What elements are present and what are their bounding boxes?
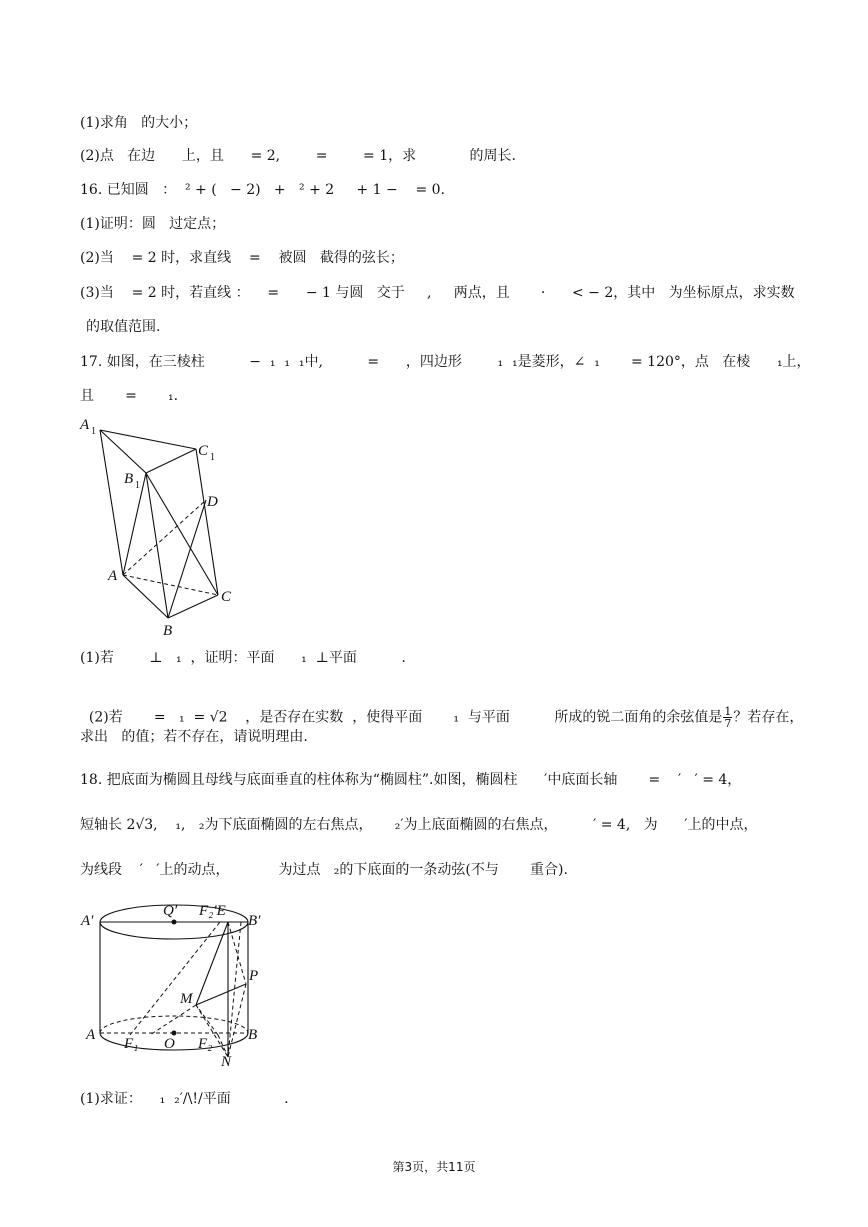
label-n: N [221, 1054, 232, 1070]
label-a1: A [80, 417, 90, 433]
label-b: B [163, 623, 173, 639]
text-line: 短轴长 2√3, ₁, ₂为下底面椭圆的左右焦点， ₂′为上底面椭圆的右焦点， ′ = 4, 为 ′上的中点， [80, 817, 758, 833]
label-c: C [221, 589, 232, 605]
text-segment: ？若存在， [733, 709, 804, 726]
text-line [80, 686, 803, 729]
text-line: 为线段 ′ ′上的动点， 为过点 ₂的下底面的一条动弦(不与 重合). [80, 862, 568, 878]
label-b-prime: B′ [248, 913, 261, 929]
triangular-prism-figure [78, 415, 248, 640]
text-line: (1)求证： ₁ ₂′/\!/平面 . [80, 1091, 289, 1107]
text-line: 求出 的值；若不存在，请说明理由. [80, 729, 308, 745]
page-footer: 第3页，共11页 [392, 1160, 476, 1174]
label-a-prime: A′ [81, 913, 94, 929]
label-f1: F₁ [124, 1036, 139, 1052]
text-line: 的取值范围. [86, 319, 161, 335]
label-q-prime: Q′ [163, 903, 178, 919]
elliptic-cylinder-figure [78, 895, 278, 1070]
label-c1: C [198, 443, 209, 459]
label-m: M [180, 991, 193, 1007]
label-sub: 1 [135, 480, 140, 491]
text-line: (1)证明：圆 过定点； [80, 216, 226, 232]
text-line: 且 = ₁. [80, 388, 179, 404]
text-line: 18. 把底面为椭圆且母线与底面垂直的柱体称为“椭圆柱”.如图，椭圆柱 ′中底面长轴 = ′ ′ = 4， [80, 772, 742, 788]
label-b: B [248, 1027, 258, 1043]
fraction-numerator: 1 [724, 705, 732, 718]
label-b1: B [124, 471, 134, 487]
label-sub: 1 [91, 426, 96, 437]
label-sub: 1 [210, 452, 215, 463]
text-line: 16. 已知圆 ： ² + ( − 2) + ² + 2 + 1 − = 0. [80, 182, 446, 198]
label-f2-prime-e: F₂′E [199, 903, 226, 919]
label-a: A [108, 568, 118, 584]
label-a: A [86, 1027, 96, 1043]
text-line: (1)若 ⊥ ₁ ，证明：平面 ₁ ⊥平面 . [80, 650, 406, 666]
fraction [723, 706, 732, 729]
label-f2: F₂ [198, 1036, 213, 1052]
label-d: D [207, 494, 218, 510]
fraction-denominator: 7 [724, 717, 732, 730]
label-o: O [164, 1036, 175, 1052]
text-line: (3)当 = 2 时，若直线 ： = − 1 与圆 交于 , 两点，且 · < − 2，其中 为坐标原点，求实数 [80, 285, 795, 301]
text-line: (2)当 = 2 时，求直线 = 被圆 截得的弦长； [80, 250, 404, 266]
text-line: (2)点 在边 上，且 = 2, = = 1，求 的周长. [80, 148, 516, 164]
text-line: (1)求角 的大小； [80, 115, 198, 131]
text-segment: (2)若 = ₁ = √2 ，是否存在实数 ，使得平面 ₁ 与平面 所成的锐二面角的余弦值是 [88, 709, 723, 726]
label-p: P [249, 968, 259, 984]
text-line: 17. 如图，在三棱柱 − ₁ ₁ ₁中, = ，四边形 ₁ ₁是菱形，∠ ₁ = 120°，点 在棱 ₁上， [80, 354, 811, 370]
